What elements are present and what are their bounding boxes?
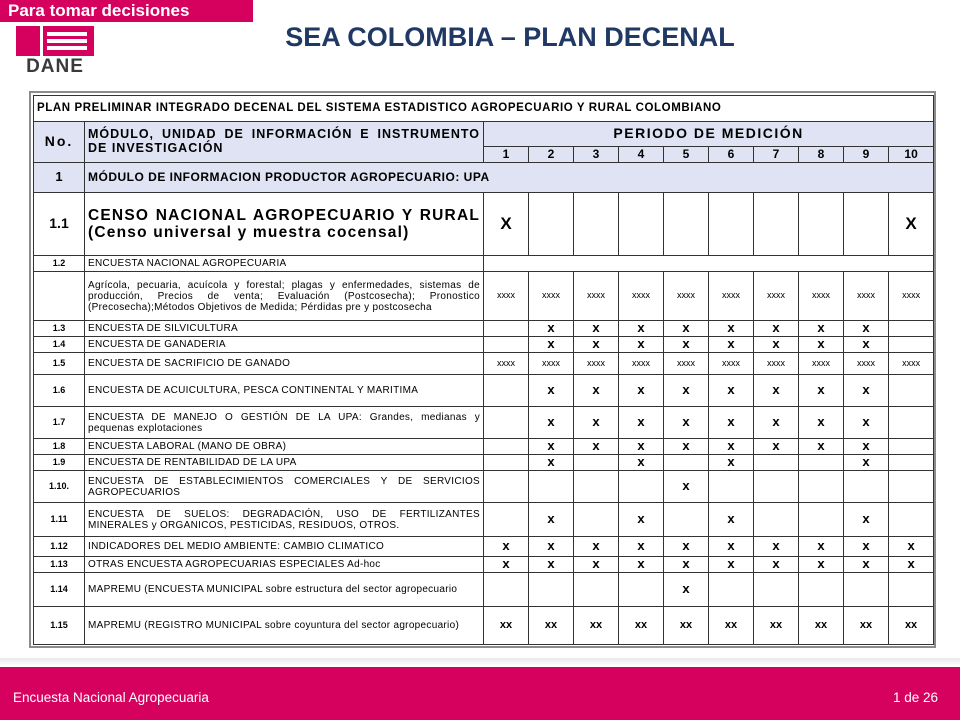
period-mark: x bbox=[529, 439, 574, 455]
period-mark: x bbox=[619, 337, 664, 353]
table-title: PLAN PRELIMINAR INTEGRADO DECENAL DEL SISTEMA ESTADISTICO AGROPECUARIO Y RURAL COLOMBIANO bbox=[34, 96, 934, 122]
period-mark bbox=[799, 455, 844, 471]
row-label: ENCUESTA DE GANADERIA bbox=[85, 337, 484, 353]
period-mark: x bbox=[664, 439, 709, 455]
row-number: 1.4 bbox=[34, 337, 85, 353]
period-mark bbox=[664, 193, 709, 256]
period-mark bbox=[754, 455, 799, 471]
row-label: ENCUESTA DE SILVICULTURA bbox=[85, 321, 484, 337]
row-label: ENCUESTA DE RENTABILIDAD DE LA UPA bbox=[85, 455, 484, 471]
period-mark: x bbox=[574, 557, 619, 573]
period-mark: x bbox=[709, 503, 754, 537]
period-mark: xxxx bbox=[484, 272, 529, 321]
tagline-banner: Para tomar decisiones bbox=[0, 0, 253, 22]
period-mark bbox=[889, 503, 934, 537]
period-mark: x bbox=[709, 407, 754, 439]
period-mark: x bbox=[844, 321, 889, 337]
period-mark bbox=[799, 503, 844, 537]
period-mark: x bbox=[844, 537, 889, 557]
period-mark bbox=[529, 573, 574, 607]
row-label: ENCUESTA DE ESTABLECIMIENTOS COMERCIALES Y DE SERVICIOS AGROPECUARIOS bbox=[85, 471, 484, 503]
period-mark: x bbox=[754, 375, 799, 407]
row-number: 1.7 bbox=[34, 407, 85, 439]
row-number: 1.9 bbox=[34, 455, 85, 471]
period-mark: x bbox=[574, 321, 619, 337]
period-mark: x bbox=[709, 455, 754, 471]
module-label: MÓDULO DE INFORMACION PRODUCTOR AGROPECUARIO: UPA bbox=[85, 163, 934, 193]
period-number: 9 bbox=[844, 147, 889, 163]
row-number: 1.8 bbox=[34, 439, 85, 455]
period-mark: x bbox=[709, 337, 754, 353]
table-row bbox=[34, 272, 934, 321]
period-mark bbox=[574, 455, 619, 471]
plan-table bbox=[33, 95, 934, 645]
row-number: 1.5 bbox=[34, 353, 85, 375]
period-mark bbox=[574, 193, 619, 256]
period-mark: x bbox=[574, 439, 619, 455]
period-mark bbox=[754, 193, 799, 256]
period-mark: x bbox=[799, 321, 844, 337]
period-mark bbox=[529, 193, 574, 256]
period-mark bbox=[574, 573, 619, 607]
period-mark bbox=[619, 471, 664, 503]
period-mark: x bbox=[484, 557, 529, 573]
table-row bbox=[34, 353, 934, 375]
period-mark: x bbox=[844, 375, 889, 407]
period-mark bbox=[844, 193, 889, 256]
period-mark: x bbox=[529, 337, 574, 353]
row-label: INDICADORES DEL MEDIO AMBIENTE: CAMBIO CLIMATICO bbox=[85, 537, 484, 557]
table-row bbox=[34, 256, 934, 272]
period-mark: xx bbox=[529, 607, 574, 645]
period-mark bbox=[754, 471, 799, 503]
row-label: OTRAS ENCUESTA AGROPECUARIAS ESPECIALES Ad-hoc bbox=[85, 557, 484, 573]
period-mark: x bbox=[709, 537, 754, 557]
period-mark: x bbox=[844, 407, 889, 439]
period-mark bbox=[484, 439, 529, 455]
period-mark: x bbox=[619, 557, 664, 573]
period-mark: x bbox=[619, 439, 664, 455]
period-mark bbox=[889, 455, 934, 471]
period-mark bbox=[799, 471, 844, 503]
period-mark: x bbox=[664, 321, 709, 337]
period-mark: xx bbox=[664, 607, 709, 645]
period-mark bbox=[709, 193, 754, 256]
header-module: MÓDULO, UNIDAD DE INFORMACIÓN E INSTRUMENTO DE INVESTIGACIÓN bbox=[85, 122, 484, 163]
period-mark: xx bbox=[574, 607, 619, 645]
period-mark bbox=[709, 471, 754, 503]
period-mark bbox=[664, 455, 709, 471]
period-mark bbox=[574, 503, 619, 537]
period-mark: xx bbox=[619, 607, 664, 645]
period-mark bbox=[484, 471, 529, 503]
period-mark: x bbox=[574, 537, 619, 557]
period-mark: x bbox=[799, 557, 844, 573]
period-mark: x bbox=[529, 537, 574, 557]
period-mark bbox=[619, 573, 664, 607]
period-mark: x bbox=[754, 439, 799, 455]
period-mark bbox=[799, 193, 844, 256]
period-mark: x bbox=[844, 439, 889, 455]
period-mark: x bbox=[889, 557, 934, 573]
row-number: 1.11 bbox=[34, 503, 85, 537]
period-mark: x bbox=[664, 471, 709, 503]
period-mark bbox=[889, 471, 934, 503]
row-number: 1.10. bbox=[34, 471, 85, 503]
period-mark: x bbox=[574, 375, 619, 407]
period-mark: xxxx bbox=[889, 353, 934, 375]
period-mark bbox=[484, 573, 529, 607]
period-mark: x bbox=[754, 337, 799, 353]
period-number: 6 bbox=[709, 147, 754, 163]
period-mark bbox=[574, 471, 619, 503]
period-mark bbox=[889, 439, 934, 455]
period-mark bbox=[484, 337, 529, 353]
period-mark bbox=[484, 321, 529, 337]
period-mark: xxxx bbox=[844, 353, 889, 375]
footer-bar bbox=[0, 667, 960, 720]
period-mark: x bbox=[709, 321, 754, 337]
period-mark: x bbox=[529, 557, 574, 573]
period-mark: x bbox=[844, 503, 889, 537]
period-mark: xxxx bbox=[799, 353, 844, 375]
module-number: 1 bbox=[34, 163, 85, 193]
table-row bbox=[34, 407, 934, 439]
table-row bbox=[34, 573, 934, 607]
period-mark bbox=[889, 321, 934, 337]
period-mark: xxxx bbox=[574, 272, 619, 321]
row-number bbox=[34, 272, 85, 321]
period-number: 10 bbox=[889, 147, 934, 163]
period-mark: x bbox=[619, 537, 664, 557]
row-label: MAPREMU (ENCUESTA MUNICIPAL sobre estructura del sector agropecuario bbox=[85, 573, 484, 607]
period-mark bbox=[889, 337, 934, 353]
row-number: 1.2 bbox=[34, 256, 85, 272]
period-mark: xxxx bbox=[844, 272, 889, 321]
period-mark: x bbox=[484, 537, 529, 557]
table-row bbox=[34, 375, 934, 407]
period-mark: x bbox=[709, 375, 754, 407]
period-mark: xxxx bbox=[619, 272, 664, 321]
dane-logo-text: DANE bbox=[26, 56, 84, 77]
period-mark bbox=[484, 503, 529, 537]
period-mark: x bbox=[619, 407, 664, 439]
footer-divider bbox=[0, 658, 960, 666]
period-mark: x bbox=[619, 375, 664, 407]
row-number: 1.14 bbox=[34, 573, 85, 607]
period-mark: x bbox=[529, 455, 574, 471]
row-number: 1.6 bbox=[34, 375, 85, 407]
period-mark bbox=[709, 573, 754, 607]
row-label: ENCUESTA DE ACUICULTURA, PESCA CONTINENTAL Y MARITIMA bbox=[85, 375, 484, 407]
header-period: PERIODO DE MEDICIÓN bbox=[484, 122, 934, 147]
period-mark bbox=[619, 193, 664, 256]
period-mark: xxxx bbox=[664, 272, 709, 321]
row-label: CENSO NACIONAL AGROPECUARIO Y RURAL (Censo universal y muestra cocensal) bbox=[85, 193, 484, 256]
row-label: Agrícola, pecuaria, acuícola y forestal; plagas y enfermedades, sistemas de producción, Precios de venta; Evaluación (Postcosecha); Pronostico (Precosecha);Métodos Objetivos de Medida; Pérdidas pre y postcosecha bbox=[85, 272, 484, 321]
period-empty bbox=[484, 256, 934, 272]
period-mark: x bbox=[529, 407, 574, 439]
period-mark: x bbox=[754, 407, 799, 439]
period-number: 8 bbox=[799, 147, 844, 163]
period-mark bbox=[844, 471, 889, 503]
table-row bbox=[34, 503, 934, 537]
period-mark: x bbox=[799, 407, 844, 439]
page-title: SEA COLOMBIA – PLAN DECENAL bbox=[285, 22, 735, 52]
table-row bbox=[34, 321, 934, 337]
period-mark: xxxx bbox=[709, 272, 754, 321]
period-mark: x bbox=[664, 557, 709, 573]
period-mark bbox=[529, 471, 574, 503]
period-mark bbox=[889, 407, 934, 439]
table-row bbox=[34, 337, 934, 353]
period-mark: x bbox=[709, 557, 754, 573]
table-row bbox=[34, 471, 934, 503]
table-row bbox=[34, 537, 934, 557]
row-label: ENCUESTA NACIONAL AGROPECUARIA bbox=[85, 256, 484, 272]
footer-survey-name: Encuesta Nacional Agropecuaria bbox=[13, 690, 209, 705]
period-mark: xxxx bbox=[619, 353, 664, 375]
period-mark: xxxx bbox=[754, 272, 799, 321]
row-label: ENCUESTA LABORAL (MANO DE OBRA) bbox=[85, 439, 484, 455]
row-label: ENCUESTA DE SACRIFICIO DE GANADO bbox=[85, 353, 484, 375]
period-mark: x bbox=[529, 321, 574, 337]
period-number: 5 bbox=[664, 147, 709, 163]
period-mark: xxxx bbox=[799, 272, 844, 321]
footer-page-number: 1 de 26 bbox=[892, 690, 938, 705]
period-mark: x bbox=[799, 375, 844, 407]
table-row bbox=[34, 557, 934, 573]
period-mark: x bbox=[844, 557, 889, 573]
dane-logo-mark-icon bbox=[16, 26, 94, 56]
row-number: 1.13 bbox=[34, 557, 85, 573]
row-number: 1.1 bbox=[34, 193, 85, 256]
period-mark bbox=[844, 573, 889, 607]
period-mark: x bbox=[799, 337, 844, 353]
period-mark: xxxx bbox=[529, 353, 574, 375]
period-mark: x bbox=[664, 337, 709, 353]
period-mark bbox=[889, 573, 934, 607]
period-number: 7 bbox=[754, 147, 799, 163]
period-mark: x bbox=[889, 537, 934, 557]
period-mark: xxxx bbox=[754, 353, 799, 375]
period-mark: xx bbox=[484, 607, 529, 645]
period-mark: xx bbox=[799, 607, 844, 645]
period-mark: xxxx bbox=[889, 272, 934, 321]
period-mark: xxxx bbox=[664, 353, 709, 375]
period-mark: xxxx bbox=[484, 353, 529, 375]
period-mark: x bbox=[664, 375, 709, 407]
table-row bbox=[34, 607, 934, 645]
period-mark: x bbox=[619, 503, 664, 537]
period-mark: x bbox=[529, 375, 574, 407]
period-mark bbox=[754, 573, 799, 607]
period-mark: x bbox=[799, 537, 844, 557]
period-mark bbox=[754, 503, 799, 537]
row-number: 1.12 bbox=[34, 537, 85, 557]
period-mark: x bbox=[574, 337, 619, 353]
period-mark: x bbox=[619, 321, 664, 337]
period-mark: xx bbox=[889, 607, 934, 645]
period-mark bbox=[484, 455, 529, 471]
period-mark: x bbox=[799, 439, 844, 455]
period-mark: x bbox=[709, 439, 754, 455]
period-mark: x bbox=[664, 537, 709, 557]
period-mark: x bbox=[754, 537, 799, 557]
period-mark bbox=[889, 375, 934, 407]
period-mark: X bbox=[889, 193, 934, 256]
dane-logo bbox=[14, 26, 96, 76]
row-label: ENCUESTA DE MANEJO O GESTIÓN DE LA UPA: Grandes, medianas y pequenas explotaciones bbox=[85, 407, 484, 439]
period-mark: x bbox=[754, 557, 799, 573]
row-number: 1.3 bbox=[34, 321, 85, 337]
table-row bbox=[34, 439, 934, 455]
row-number: 1.15 bbox=[34, 607, 85, 645]
period-mark: x bbox=[664, 407, 709, 439]
period-mark: x bbox=[664, 573, 709, 607]
period-number: 4 bbox=[619, 147, 664, 163]
period-mark: x bbox=[844, 337, 889, 353]
period-mark: xxxx bbox=[574, 353, 619, 375]
period-number: 3 bbox=[574, 147, 619, 163]
period-mark bbox=[484, 407, 529, 439]
header-no: No. bbox=[34, 122, 85, 163]
period-mark bbox=[664, 503, 709, 537]
row-label: MAPREMU (REGISTRO MUNICIPAL sobre coyuntura del sector agropecuario) bbox=[85, 607, 484, 645]
period-mark: X bbox=[484, 193, 529, 256]
period-mark: x bbox=[619, 455, 664, 471]
table-row bbox=[34, 193, 934, 256]
period-mark: xx bbox=[844, 607, 889, 645]
table-row bbox=[34, 455, 934, 471]
period-mark: xxxx bbox=[709, 353, 754, 375]
period-mark: x bbox=[754, 321, 799, 337]
period-mark bbox=[484, 375, 529, 407]
period-mark: xx bbox=[709, 607, 754, 645]
row-label: ENCUESTA DE SUELOS: DEGRADACIÓN, USO DE FERTILIZANTES MINERALES y ORGANICOS, PESTICIDAS, RESIDUOS, OTROS. bbox=[85, 503, 484, 537]
period-mark: x bbox=[844, 455, 889, 471]
period-mark bbox=[799, 573, 844, 607]
period-number: 1 bbox=[484, 147, 529, 163]
period-mark: x bbox=[529, 503, 574, 537]
period-number: 2 bbox=[529, 147, 574, 163]
period-mark: xx bbox=[754, 607, 799, 645]
period-mark: xxxx bbox=[529, 272, 574, 321]
period-mark: x bbox=[574, 407, 619, 439]
